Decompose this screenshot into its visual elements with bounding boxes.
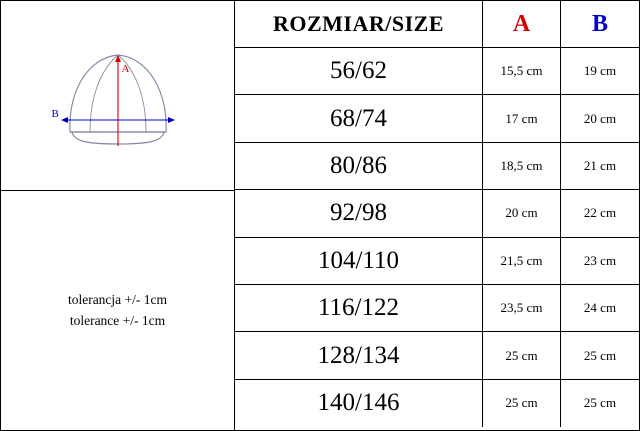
cell-a: 15,5 cm — [483, 48, 561, 94]
measurement-arrow-a-top — [115, 55, 121, 62]
cell-a: 23,5 cm — [483, 285, 561, 331]
cell-size: 128/134 — [235, 332, 483, 378]
measurement-arrow-b-right — [168, 117, 175, 123]
cell-size: 68/74 — [235, 95, 483, 141]
cell-b: 21 cm — [583, 157, 617, 173]
tolerance-note — [1, 191, 234, 430]
cell-b: 24 cm — [583, 300, 617, 316]
tolerance-line-en: tolerance +/- 1cm — [69, 312, 166, 328]
cell-b: 23 cm — [583, 252, 617, 268]
measurements-table — [235, 1, 639, 430]
cell-b: 22 cm — [583, 205, 617, 221]
table-row — [235, 143, 639, 190]
header-column-a: A — [483, 1, 561, 47]
table-row — [235, 332, 639, 379]
cell-size: 92/98 — [235, 190, 483, 236]
cell-size: 56/62 — [235, 48, 483, 94]
table-row — [235, 238, 639, 285]
cell-a: 21,5 cm — [483, 238, 561, 284]
cell-a: 20 cm — [483, 190, 561, 236]
cell-size: 140/146 — [235, 380, 483, 427]
cell-b: 19 cm — [583, 63, 617, 79]
measurement-arrow-b-left — [61, 117, 68, 123]
header-column-b: B — [591, 10, 608, 37]
diagram-label-a: A — [121, 62, 130, 75]
table-row — [235, 285, 639, 332]
cell-a: 17 cm — [483, 95, 561, 141]
hat-diagram — [38, 36, 198, 156]
left-column — [1, 1, 235, 430]
cell-size: 80/86 — [235, 143, 483, 189]
diagram-label-b: B — [51, 107, 59, 120]
cell-b: 25 cm — [583, 347, 617, 363]
cell-a: 25 cm — [483, 332, 561, 378]
table-row — [235, 95, 639, 142]
table-row — [235, 48, 639, 95]
cell-size: 104/110 — [235, 238, 483, 284]
cell-size: 116/122 — [235, 285, 483, 331]
hat-shape-svg — [38, 36, 198, 156]
cell-a: 25 cm — [483, 380, 561, 427]
tolerance-line-pl: tolerancja +/- 1cm — [67, 291, 168, 307]
hat-diagram-cell — [1, 1, 234, 191]
table-row — [235, 190, 639, 237]
header-size: ROZMIAR/SIZE — [235, 1, 483, 47]
cell-a: 18,5 cm — [483, 143, 561, 189]
table-header-row — [235, 1, 639, 48]
table-row — [235, 380, 639, 427]
cell-b: 25 cm — [583, 395, 617, 411]
cell-b: 20 cm — [583, 110, 617, 126]
